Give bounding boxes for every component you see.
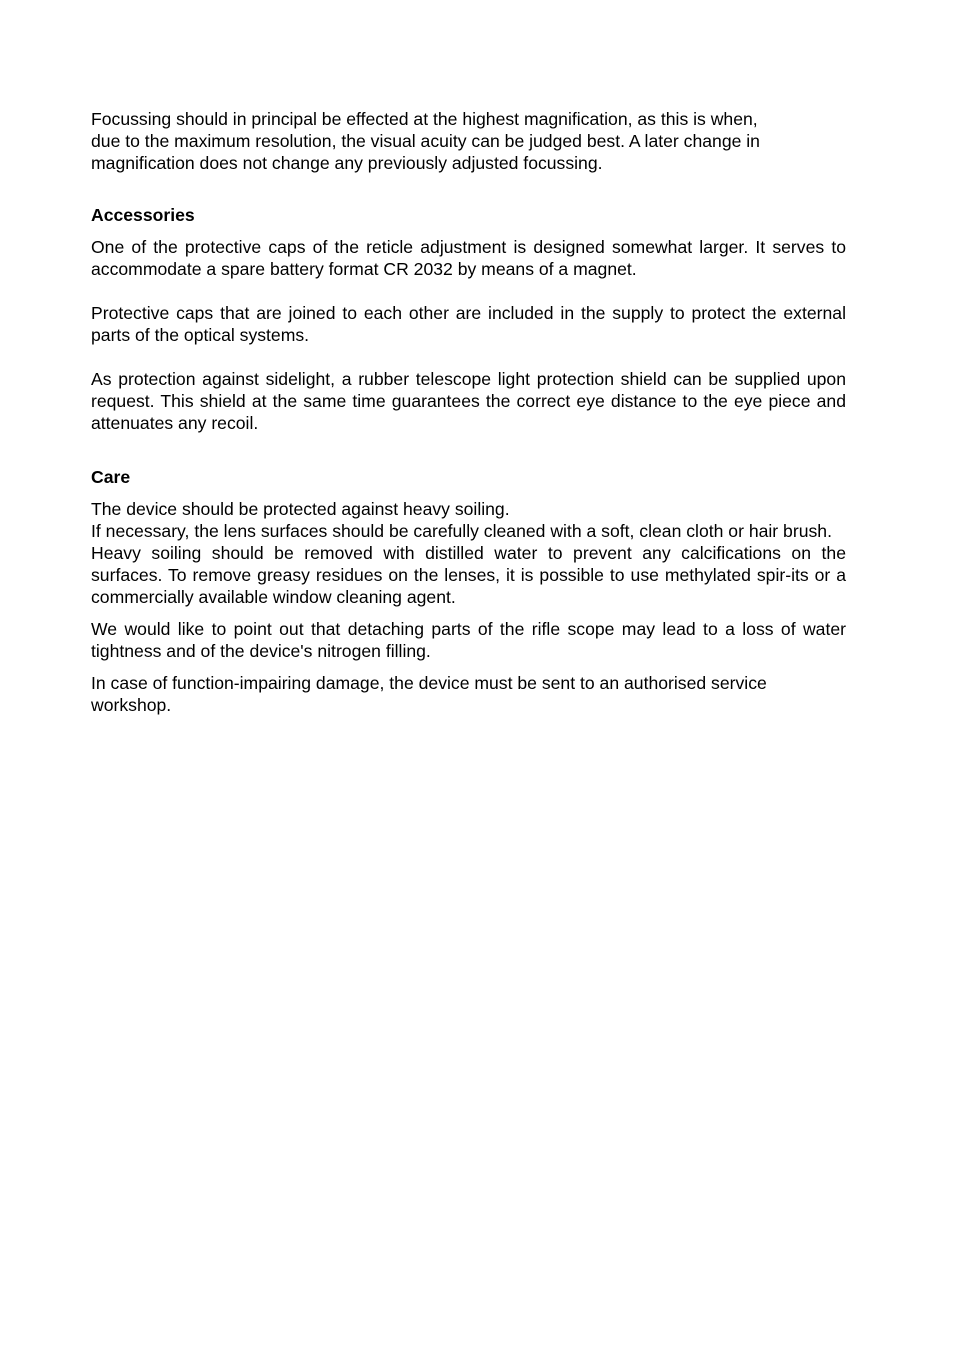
accessories-paragraph-shield: As protection against sidelight, a rubber telescope light protection shield can be supplied upon request. This shield at the same time guarantees the correct eye distance to the eye piece and attenuates any recoil. [91, 369, 846, 433]
care-paragraph-damage [91, 672, 846, 716]
care-paragraph-cleaning [91, 498, 846, 608]
care-line-soiling: Heavy soiling should be removed with distilled water to prevent any calcifications on the surfaces. To remove greasy residues on the lenses, it is possible to use methylated spir-its or a commercially available window cleaning agent. [91, 543, 846, 607]
care-paragraph-detaching: We would like to point out that detaching parts of the rifle scope may lead to a loss of water tightness and of the device's nitrogen filling. [91, 619, 846, 661]
focussing-paragraph [91, 108, 846, 174]
document-page [91, 108, 846, 716]
care-damage-line: workshop. [91, 695, 172, 715]
care-line-protect: The device should be protected against heavy soiling. [91, 499, 510, 519]
accessories-heading: Accessories [91, 205, 195, 225]
accessories-paragraph-battery: One of the protective caps of the reticle adjustment is designed somewhat larger. It serves to accommodate a spare battery format CR 2032 by means of a magnet. [91, 237, 846, 279]
focussing-line: magnification does not change any previously adjusted focussing. [91, 153, 603, 173]
focussing-line: due to the maximum resolution, the visual acuity can be judged best. A later change in [91, 131, 760, 151]
care-heading: Care [91, 467, 131, 487]
care-damage-line: In case of function-impairing damage, the device must be sent to an authorised service [91, 673, 767, 693]
accessories-paragraph-caps: Protective caps that are joined to each other are included in the supply to protect the external parts of the optical systems. [91, 303, 846, 345]
care-line-lens: If necessary, the lens surfaces should be carefully cleaned with a soft, clean cloth or hair brush. [91, 521, 832, 541]
focussing-line: Focussing should in principal be effected at the highest magnification, as this is when, [91, 109, 758, 129]
